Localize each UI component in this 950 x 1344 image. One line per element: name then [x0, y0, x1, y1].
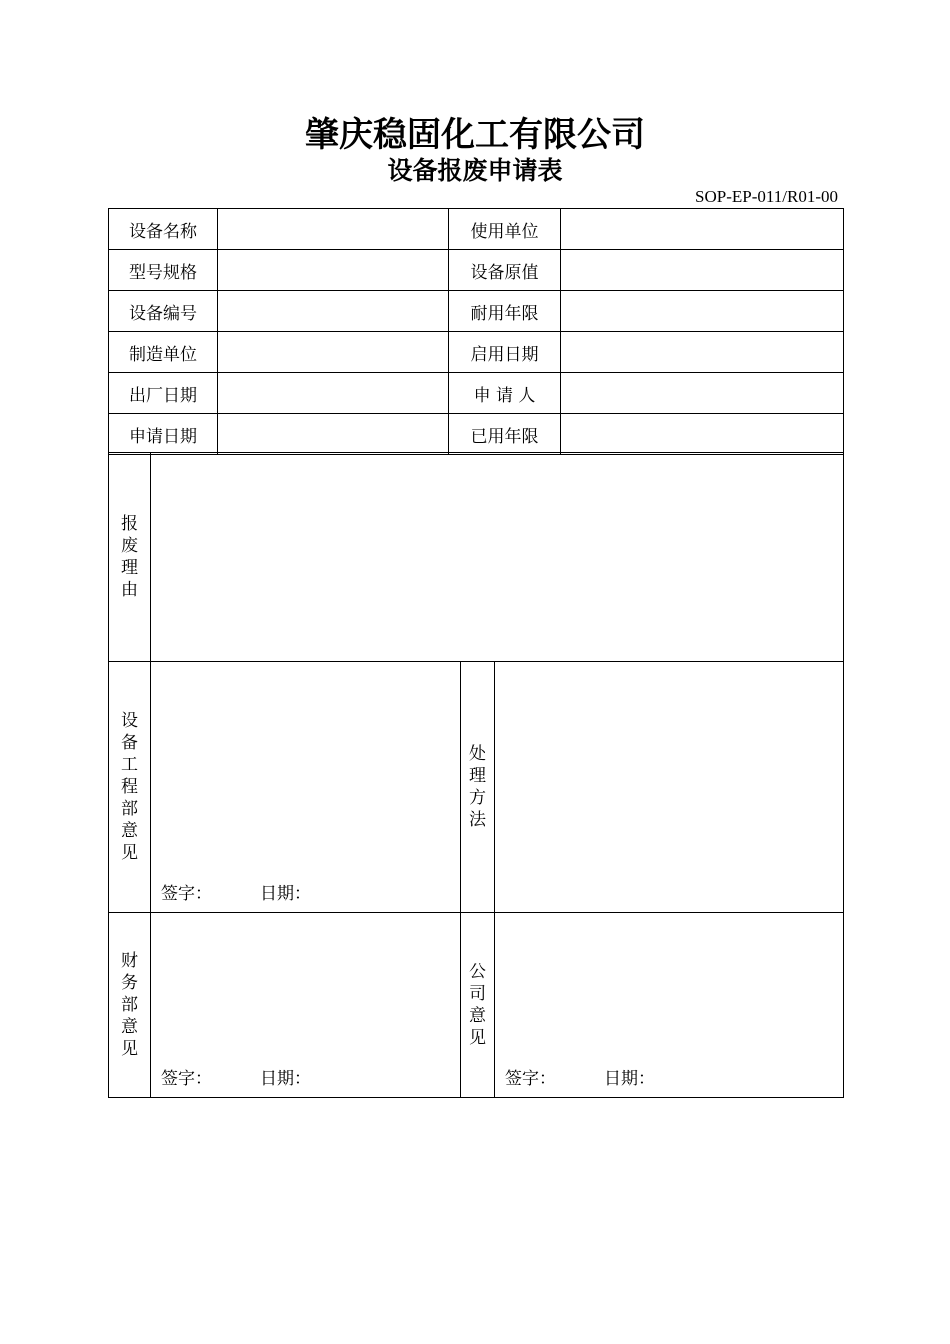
table-row [109, 209, 844, 250]
field-value[interactable] [561, 414, 844, 455]
company-opinion-label: 公 司 意 见 [461, 913, 495, 1098]
field-value[interactable] [218, 291, 449, 332]
signature-label: 签字： [505, 1069, 556, 1089]
table-row [109, 414, 844, 455]
field-label: 设备原值 [449, 250, 561, 291]
table-row [109, 332, 844, 373]
opinions-table [108, 661, 844, 1098]
field-value[interactable] [218, 332, 449, 373]
field-label: 申 请 人 [449, 373, 561, 414]
field-label: 设备编号 [109, 291, 218, 332]
field-label: 型号规格 [109, 250, 218, 291]
handling-method-field[interactable] [495, 662, 844, 913]
table-row [109, 913, 844, 1098]
engineering-opinion-field[interactable] [151, 662, 461, 913]
date-label: 日期： [604, 1069, 655, 1089]
field-value[interactable] [561, 209, 844, 250]
scrap-reason-field[interactable] [151, 453, 844, 662]
scrap-reason-table [108, 452, 844, 662]
field-value[interactable] [218, 209, 449, 250]
field-label: 使用单位 [449, 209, 561, 250]
signature-label: 签字： [161, 884, 212, 904]
table-row [109, 373, 844, 414]
field-value[interactable] [218, 373, 449, 414]
form-title: 设备报废申请表 [387, 156, 563, 185]
field-label: 耐用年限 [449, 291, 561, 332]
signature-label: 签字： [161, 1069, 212, 1089]
field-value[interactable] [561, 291, 844, 332]
signature-line [161, 1064, 311, 1089]
equipment-info-table [108, 208, 844, 455]
field-value[interactable] [561, 250, 844, 291]
field-value[interactable] [218, 250, 449, 291]
handling-method-label: 处 理 方 法 [461, 662, 495, 913]
scrap-reason-label: 报 废 理 由 [109, 453, 151, 662]
field-label: 已用年限 [449, 414, 561, 455]
engineering-opinion-label: 设 备 工 程 部 意 见 [109, 662, 151, 913]
field-value[interactable] [218, 414, 449, 455]
table-row [109, 250, 844, 291]
field-label: 出厂日期 [109, 373, 218, 414]
document-code: SOP-EP-011/R01-00 [695, 187, 838, 206]
table-row [109, 291, 844, 332]
field-label: 制造单位 [109, 332, 218, 373]
field-value[interactable] [561, 332, 844, 373]
date-label: 日期： [260, 1069, 311, 1089]
signature-line [505, 1064, 655, 1089]
field-label: 设备名称 [109, 209, 218, 250]
table-row [109, 453, 844, 662]
date-label: 日期： [260, 884, 311, 904]
signature-line [161, 879, 311, 904]
finance-opinion-field[interactable] [151, 913, 461, 1098]
field-label: 启用日期 [449, 332, 561, 373]
field-label: 申请日期 [109, 414, 218, 455]
table-row [109, 662, 844, 913]
field-value[interactable] [561, 373, 844, 414]
company-opinion-field[interactable] [495, 913, 844, 1098]
finance-opinion-label: 财 务 部 意 见 [109, 913, 151, 1098]
company-name: 肇庆稳固化工有限公司 [305, 115, 645, 155]
